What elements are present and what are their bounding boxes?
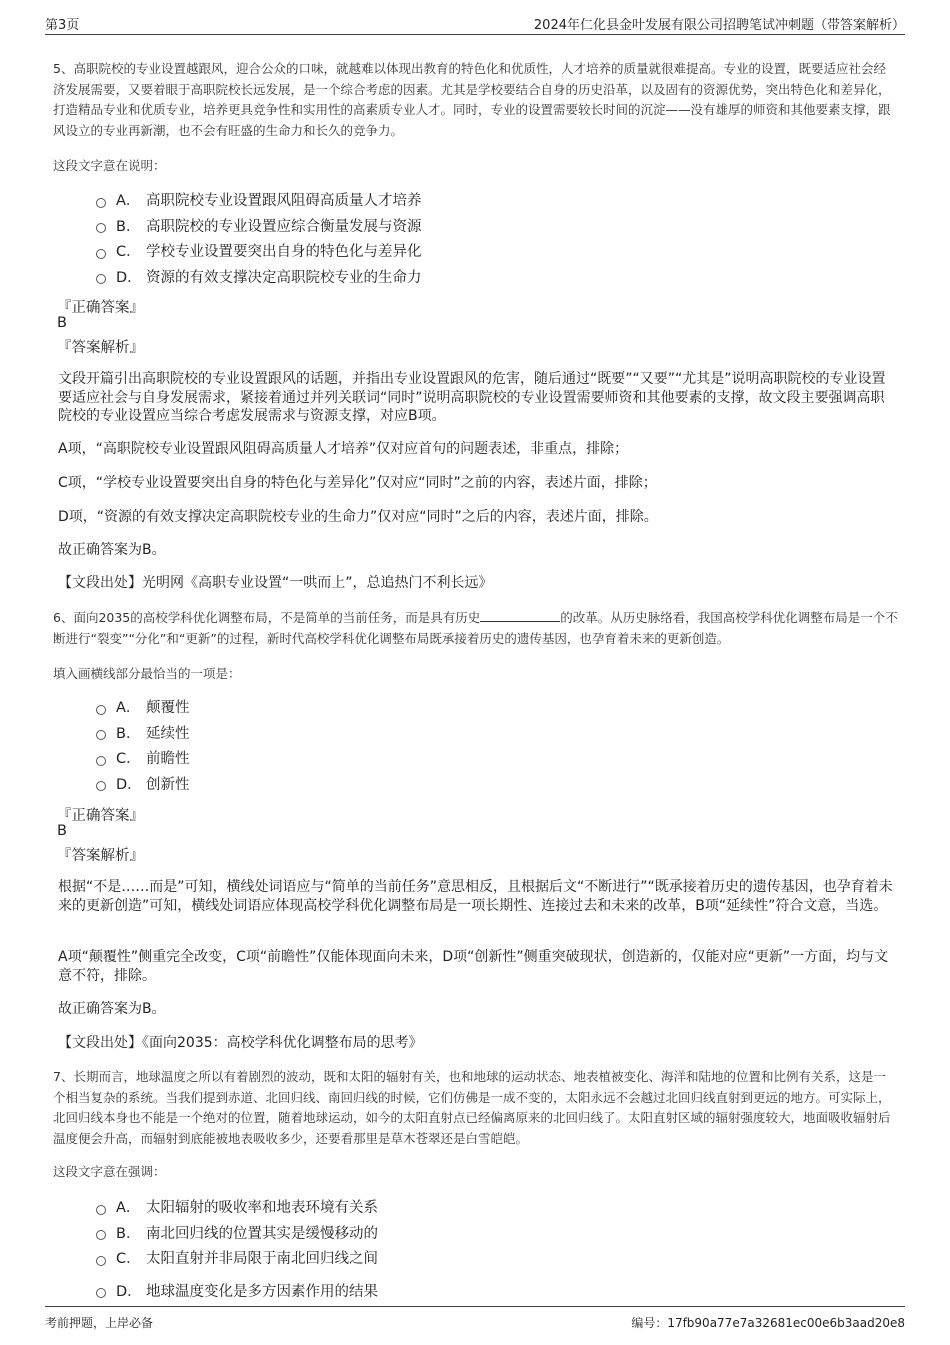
analysis-paragraph: A项“颠覆性”侧重完全改变，C项“前瞻性”仅能体现面向未来，D项“创新性”侧重突破现状，创造新的，仅能对应“更新”一方面，均与文意不符，排除。 [58, 949, 889, 984]
radio-icon[interactable] [96, 274, 106, 284]
option-b[interactable]: B． 延续性 [96, 720, 190, 746]
option-a[interactable]: A． 太阳辐射的吸收率和地表环境有关系 [96, 1194, 378, 1220]
page-footer [45, 1306, 905, 1331]
option-a[interactable]: A． 颠覆性 [96, 694, 190, 720]
option-b[interactable]: B． 高职院校的专业设置应综合衡量发展与资源 [96, 213, 422, 239]
option-d[interactable]: D． 地球温度变化是多方因素作用的结果 [96, 1278, 378, 1304]
answer-label: 『正确答案』 [57, 300, 144, 316]
question-5-options [96, 187, 422, 289]
document-title: 2024年仁化县金叶发展有限公司招聘笔试冲刺题（带答案解析） [533, 18, 905, 33]
source-citation: 【文段出处】光明网《高职专业设置“一哄而上”，总追热门不利长远》 [58, 575, 493, 591]
question-5-prompt: 这段文字意在说明： [53, 158, 166, 173]
question-7-prompt: 这段文字意在强调： [53, 1164, 166, 1179]
radio-icon[interactable] [96, 198, 106, 208]
option-b[interactable]: B． 南北回归线的位置其实是缓慢移动的 [96, 1220, 378, 1246]
answer-value: B [57, 315, 67, 331]
document-id: 编号：17fb90a77e7a32681ec00e6b3aad20e8 [631, 1316, 905, 1330]
radio-icon[interactable] [96, 756, 106, 766]
radio-icon[interactable] [96, 1288, 106, 1298]
source-citation: 【文段出处】《面向2035：高校学科优化调整布局的思考》 [58, 1035, 423, 1051]
analysis-paragraph: 文段开篇引出高职院校的专业设置跟风的话题，并指出专业设置跟风的危害，随后通过“既要”“又要”“尤其是”说明高职院校的专业设置要适应社会与自身发展需求，紧接着通过并列关联词“同时”说明高职院校的专业设置需要师资和其他要素的支撑，故文段主要强调高职院校的专业设置应当综合考虑发展需求与资源支撑，对应B项。 [58, 371, 886, 424]
option-c[interactable]: C． 前瞻性 [96, 745, 190, 771]
analysis-label: 『答案解析』 [57, 340, 144, 356]
radio-icon[interactable] [96, 781, 106, 791]
question-6-stem: 6、面向2035的高校学科优化调整布局，不是简单的当前任务，而是具有历史 的改革。从历史脉络看，我国高校学科优化调整布局是一个不断进行“裂变”“分化”和“更新”的过程，新时代高校学科优化调整布局既承接着历史的遗传基因，也孕育着未来的更新创造。 [53, 610, 898, 646]
radio-icon[interactable] [96, 223, 106, 233]
radio-icon[interactable] [96, 730, 106, 740]
option-c[interactable]: C． 学校专业设置要突出自身的特色化与差异化 [96, 238, 422, 264]
radio-icon[interactable] [96, 705, 106, 715]
analysis-conclusion: 故正确答案为B。 [58, 542, 166, 558]
answer-label: 『正确答案』 [57, 808, 144, 824]
analysis-paragraph: D项，“资源的有效支撑决定高职院校专业的生命力”仅对应“同时”之后的内容，表述片面，排除。 [58, 509, 658, 525]
question-7-options [96, 1194, 378, 1303]
option-d[interactable]: D． 资源的有效支撑决定高职院校专业的生命力 [96, 264, 422, 290]
option-a[interactable]: A． 高职院校专业设置跟风阻碍高质量人才培养 [96, 187, 422, 213]
analysis-paragraph: C项，“学校专业设置要突出自身的特色化与差异化”仅对应“同时”之前的内容，表述片面，排除； [58, 475, 657, 491]
radio-icon[interactable] [96, 1256, 106, 1266]
option-c[interactable]: C． 太阳直射并非局限于南北回归线之间 [96, 1245, 378, 1271]
radio-icon[interactable] [96, 249, 106, 259]
analysis-paragraph: A项，“高职院校专业设置跟风阻碍高质量人才培养”仅对应首句的问题表述，非重点，排除； [58, 441, 629, 457]
question-7-stem: 7、长期而言，地球温度之所以有着剧烈的波动，既和太阳的辐射有关，也和地球的运动状态、地表植被变化、海洋和陆地的位置和比例有关系，这是一个相当复杂的系统。当我们提到赤道、北回归线、南回归线的时候，它们仿佛是一成不变的，太阳永远不会越过北回归线直射到更远的地方。可实际上，北回归线本身也不能是一个绝对的位置，随着地球运动，如今的太阳直射点已经偏离原来的北回归线了。太阳直射区域的辐射强度较大，地面吸收辐射后温度便会升高，而辐射到底能被地表吸收多少，还要看那里是草木苍翠还是白雪皑皑。 [53, 1069, 891, 1146]
answer-value: B [57, 823, 67, 839]
fill-blank [480, 609, 560, 622]
page-number: 第3页 [45, 18, 80, 33]
radio-icon[interactable] [96, 1230, 106, 1240]
footer-slogan: 考前押题，上岸必备 [45, 1316, 154, 1330]
analysis-label: 『答案解析』 [57, 848, 144, 864]
question-5-stem: 5、高职院校的专业设置越跟风，迎合公众的口味，就越难以体现出教育的特色化和优质性，人才培养的质量就很难提高。专业的设置，既要适应社会经济发展需要，又要着眼于高职院校长远发展，是一个综合考虑的因素。尤其是学校要结合自身的历史沿革，以及固有的资源优势，突出特色化和差异化，打造精品专业和优质专业，培养更具竞争性和实用性的高素质专业人才。同时，专业的设置需要较长时间的沉淀——没有雄厚的师资和其他要素支撑，跟风设立的专业再新潮，也不会有旺盛的生命力和长久的竞争力。 [53, 61, 891, 138]
question-6-prompt: 填入画横线部分最恰当的一项是： [53, 666, 241, 681]
radio-icon[interactable] [96, 1205, 106, 1215]
analysis-paragraph: 根据“不是……而是”可知，横线处词语应与“简单的当前任务”意思相反，且根据后文“不断进行”“既承接着历史的遗传基因，也孕育着未来的更新创造”可知，横线处词语应体现高校学科优化调整布局是一项长期性、连接过去和未来的改革，B项“延续性”符合文意，当选。 [58, 879, 893, 914]
option-d[interactable]: D． 创新性 [96, 771, 190, 797]
question-6-options [96, 694, 190, 796]
analysis-conclusion: 故正确答案为B。 [58, 1001, 166, 1017]
page-header [45, 12, 905, 35]
